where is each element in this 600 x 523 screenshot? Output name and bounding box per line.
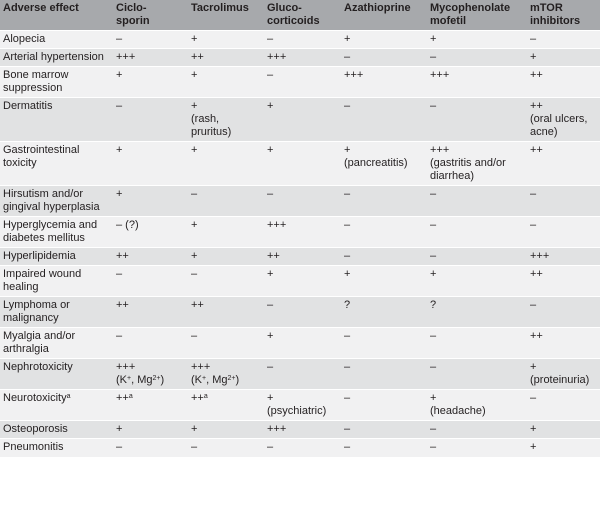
cell-ciclosporin [113,266,188,297]
cell-effect [0,98,113,142]
cell-tacrolimus [188,186,264,217]
header-mycophenolate: Mycophenolate mofetil [427,0,527,31]
cell-text: – [344,423,351,435]
cell-text: +++ (K+, $Mg^{2+}$) [116,361,165,386]
cell-glucocorticoids [264,49,341,67]
table-row [0,49,600,67]
cell-text: – [116,33,123,45]
cell-mtor [527,186,600,217]
cell-text: – [430,219,437,231]
cell-text: ++ [267,250,280,262]
cell-text: – [530,299,537,311]
cell-mycophenolate [427,248,527,266]
table-row [0,266,600,297]
cell-tacrolimus [188,328,264,359]
cell-text: ? [344,299,351,311]
cell-azathioprine [341,266,427,297]
cell-effect [0,390,113,421]
cell-mtor [527,67,600,98]
cell-text: Arterial hypertension [3,51,104,63]
cell-text: Dermatitis [3,100,53,112]
cell-text: – [430,100,437,112]
table-row [0,328,600,359]
cell-text: + [267,330,274,342]
table-row [0,98,600,142]
cell-glucocorticoids [264,248,341,266]
cell-glucocorticoids [264,31,341,49]
cell-mtor [527,328,600,359]
cell-ciclosporin [113,49,188,67]
cell-text: – [430,330,437,342]
cell-azathioprine [341,49,427,67]
header-ciclosporin: Ciclo- sporin [113,0,188,31]
cell-text: + [116,69,123,81]
cell-mycophenolate [427,359,527,390]
cell-text: – [430,441,437,453]
table-row [0,297,600,328]
cell-text: – (?) [116,219,139,231]
cell-mtor [527,439,600,457]
cell-tacrolimus [188,98,264,142]
cell-text: + [267,268,274,280]
cell-text: – [191,441,198,453]
cell-effect [0,328,113,359]
cell-effect [0,49,113,67]
cell-text: Myalgia and/or arthralgia [3,330,76,355]
header-tacrolimus: Tacrolimus [188,0,264,31]
cell-text: ++ (oral ulcers, acne) [530,100,588,138]
cell-text: – [191,268,198,280]
cell-azathioprine [341,297,427,328]
cell-glucocorticoids [264,359,341,390]
cell-text: ++$^a$ [191,392,208,404]
cell-text: – [116,441,123,453]
cell-text: +++ (K+, $Mg^{2+}$) [191,361,240,386]
table-row [0,390,600,421]
cell-glucocorticoids [264,266,341,297]
cell-ciclosporin [113,67,188,98]
cell-ciclosporin [113,186,188,217]
cell-glucocorticoids [264,421,341,439]
cell-text: + [116,188,123,200]
table-row [0,359,600,390]
cell-mtor [527,421,600,439]
cell-ciclosporin [113,390,188,421]
header-mtor: mTOR inhibitors [527,0,600,31]
cell-text: Osteoporosis [3,423,68,435]
cell-azathioprine [341,359,427,390]
cell-text: + [116,144,123,156]
cell-effect [0,31,113,49]
cell-text: – [344,441,351,453]
table-row [0,421,600,439]
cell-text: + (psychiatric) [267,392,327,417]
table-row [0,248,600,266]
cell-ciclosporin [113,439,188,457]
cell-text: Gastrointestinal toxicity [3,144,80,169]
cell-glucocorticoids [264,328,341,359]
cell-ciclosporin [113,421,188,439]
cell-text: +++ [116,51,136,63]
cell-mycophenolate [427,67,527,98]
cell-text: – [530,188,537,200]
cell-tacrolimus [188,421,264,439]
cell-text: + [191,144,198,156]
cell-mtor [527,49,600,67]
cell-azathioprine [341,328,427,359]
cell-ciclosporin [113,328,188,359]
cell-text: Hirsutism and/or gingival hyperplasia [3,188,100,213]
cell-mycophenolate [427,266,527,297]
cell-text: + [430,268,437,280]
cell-text: + (pancreatitis) [344,144,408,169]
cell-effect [0,142,113,186]
cell-mtor [527,390,600,421]
cell-effect [0,266,113,297]
cell-text: ++ [530,144,543,156]
cell-text: – [267,33,274,45]
cell-text: Neurotoxicity$^a$ [3,392,71,404]
cell-text: ++ [530,69,543,81]
cell-text: ++ [116,299,129,311]
cell-mtor [527,31,600,49]
table-row [0,142,600,186]
cell-effect [0,67,113,98]
cell-tacrolimus [188,439,264,457]
cell-text: Hyperlipidemia [3,250,76,262]
cell-text: – [267,361,274,373]
cell-mtor [527,297,600,328]
cell-azathioprine [341,439,427,457]
cell-effect [0,439,113,457]
cell-mycophenolate [427,421,527,439]
cell-text: – [267,188,274,200]
cell-ciclosporin [113,248,188,266]
cell-text: + [191,33,198,45]
cell-ciclosporin [113,359,188,390]
cell-effect [0,297,113,328]
cell-text: + [116,423,123,435]
cell-text: – [267,69,274,81]
cell-text: – [530,392,537,404]
cell-mycophenolate [427,49,527,67]
cell-tacrolimus [188,49,264,67]
cell-text: – [430,188,437,200]
cell-text: + (rash, pruritus) [191,100,232,138]
table-row [0,439,600,457]
cell-effect [0,421,113,439]
cell-text: – [344,330,351,342]
cell-mtor [527,359,600,390]
cell-azathioprine [341,142,427,186]
cell-mycophenolate [427,98,527,142]
cell-effect [0,217,113,248]
cell-text: Hyperglycemia and diabetes mellitus [3,219,98,244]
header-azathioprine: Azathioprine [341,0,427,31]
cell-ciclosporin [113,142,188,186]
cell-text: ++ [191,51,204,63]
cell-azathioprine [341,67,427,98]
cell-ciclosporin [113,217,188,248]
cell-ciclosporin [113,297,188,328]
cell-mtor [527,248,600,266]
cell-text: + [191,250,198,262]
cell-mycophenolate [427,186,527,217]
cell-text: – [430,51,437,63]
cell-azathioprine [341,248,427,266]
cell-text: – [116,330,123,342]
cell-tacrolimus [188,67,264,98]
cell-text: – [530,219,537,231]
cell-text: ++ [191,299,204,311]
cell-glucocorticoids [264,142,341,186]
cell-effect [0,186,113,217]
header-adverse-effect: Adverse effect [0,0,113,31]
cell-text: Lymphoma or malignancy [3,299,70,324]
cell-tacrolimus [188,142,264,186]
cell-text: + [530,423,537,435]
cell-text: +++ [267,423,287,435]
table-header [0,0,600,31]
cell-text: + (proteinuria) [530,361,590,386]
cell-glucocorticoids [264,297,341,328]
cell-text: + [267,144,274,156]
cell-text: – [430,361,437,373]
cell-text: + [191,69,198,81]
cell-text: – [116,100,123,112]
cell-ciclosporin [113,98,188,142]
cell-mycophenolate [427,390,527,421]
cell-tacrolimus [188,31,264,49]
cell-glucocorticoids [264,98,341,142]
cell-azathioprine [341,98,427,142]
cell-glucocorticoids [264,186,341,217]
cell-text: +++ [430,69,450,81]
table-row [0,217,600,248]
cell-text: – [344,188,351,200]
cell-text: Nephrotoxicity [3,361,73,373]
cell-glucocorticoids [264,390,341,421]
table-body [0,31,600,457]
cell-text: + [430,33,437,45]
cell-glucocorticoids [264,67,341,98]
cell-effect [0,248,113,266]
cell-text: – [430,250,437,262]
cell-text: – [430,423,437,435]
cell-mycophenolate [427,31,527,49]
cell-text: – [530,33,537,45]
cell-azathioprine [341,186,427,217]
cell-text: Pneumonitis [3,441,64,453]
cell-text: + [191,219,198,231]
cell-glucocorticoids [264,439,341,457]
cell-text: – [191,188,198,200]
table-row [0,186,600,217]
cell-tacrolimus [188,359,264,390]
cell-text: ++ [116,250,129,262]
cell-text: +++ (gastritis and/or diarrhea) [430,144,506,182]
cell-text: + [344,268,351,280]
cell-text: Alopecia [3,33,46,45]
cell-mycophenolate [427,297,527,328]
cell-tacrolimus [188,217,264,248]
cell-text: ++ [530,268,543,280]
cell-tacrolimus [188,248,264,266]
cell-text: – [344,100,351,112]
cell-ciclosporin [113,31,188,49]
cell-effect [0,359,113,390]
cell-text: + [344,33,351,45]
header-glucocorticoids: Gluco- corticoids [264,0,341,31]
cell-azathioprine [341,390,427,421]
cell-text: +++ [267,219,287,231]
cell-text: ? [430,299,437,311]
cell-text: + [267,100,274,112]
cell-text: ++ [530,330,543,342]
cell-text: Impaired wound healing [3,268,82,293]
cell-azathioprine [341,217,427,248]
table-row [0,31,600,49]
cell-mtor [527,266,600,297]
table-row [0,67,600,98]
cell-text: +++ [530,250,550,262]
cell-text: – [267,299,274,311]
cell-text: + (headache) [430,392,486,417]
cell-tacrolimus [188,266,264,297]
cell-text: + [191,423,198,435]
cell-text: Bone marrow suppression [3,69,69,94]
cell-text: – [116,268,123,280]
cell-mtor [527,98,600,142]
cell-text: – [344,250,351,262]
header-row [0,0,600,31]
cell-mtor [527,142,600,186]
cell-text: + [530,51,537,63]
cell-tacrolimus [188,390,264,421]
cell-text: +++ [344,69,364,81]
cell-text: – [344,361,351,373]
cell-text: – [344,219,351,231]
cell-text: – [344,392,351,404]
cell-text: ++$^a$ [116,392,133,404]
cell-mycophenolate [427,328,527,359]
cell-text: – [267,441,274,453]
cell-text: + [530,441,537,453]
cell-mycophenolate [427,217,527,248]
cell-text: – [191,330,198,342]
cell-azathioprine [341,421,427,439]
cell-text: +++ [267,51,287,63]
cell-mycophenolate [427,439,527,457]
cell-mycophenolate [427,142,527,186]
cell-text: – [344,51,351,63]
cell-tacrolimus [188,297,264,328]
cell-azathioprine [341,31,427,49]
cell-mtor [527,217,600,248]
cell-glucocorticoids [264,217,341,248]
